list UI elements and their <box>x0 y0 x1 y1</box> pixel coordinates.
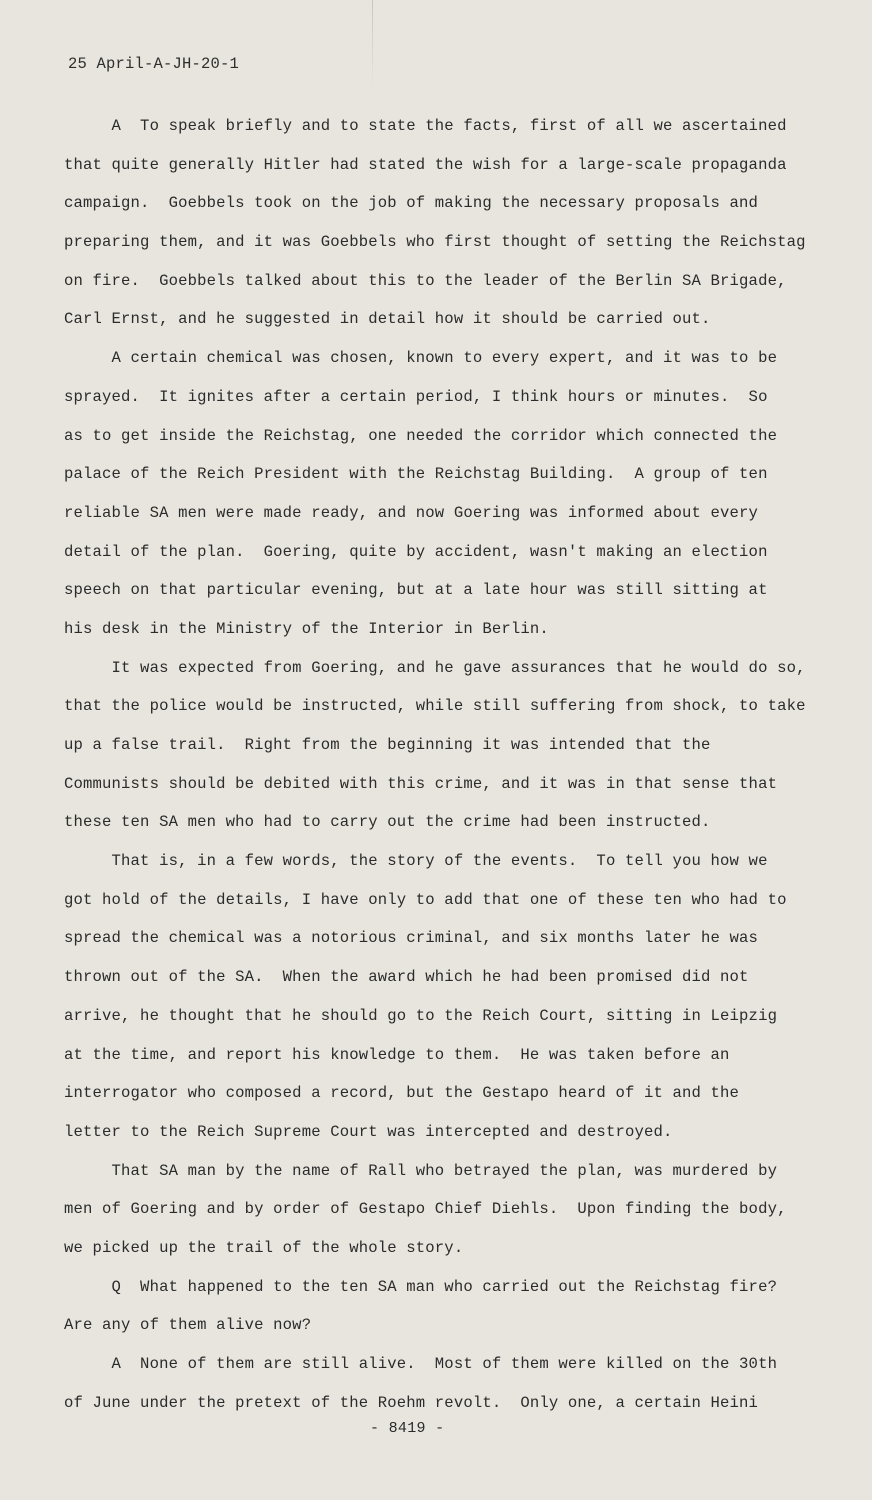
text-line: on fire. Goebbels talked about this to the leader of the Berlin SA Brigade, <box>64 271 787 290</box>
text-line: of June under the pretext of the Roehm revolt. Only one, a certain Heini <box>64 1393 759 1412</box>
text-line: interrogator who composed a record, but the Gestapo heard of it and the <box>64 1084 740 1103</box>
document-header: 25 April-A-JH-20-1 <box>68 55 240 73</box>
text-line: campaign. Goebbels took on the job of making the necessary proposals and <box>64 194 759 213</box>
text-line: up a false trail. Right from the beginning it was intended that the <box>64 736 711 754</box>
text-line: A To speak briefly and to state the facts, first of all we ascertained <box>64 117 787 135</box>
text-line: A certain chemical was chosen, known to every expert, and it was to be <box>64 349 778 368</box>
text-line: That SA man by the name of Rall who betrayed the plan, was murdered by <box>64 1161 778 1180</box>
text-line: spread the chemical was a notorious criminal, and six months later he was <box>64 929 759 948</box>
text-line: men of Goering and by order of Gestapo Chief Diehls. Upon finding the body, <box>64 1200 787 1219</box>
text-line: arrive, he thought that he should go to the Reich Court, sitting in Leipzig <box>64 1006 778 1025</box>
text-line: detail of the plan. Goering, quite by accident, wasn't making an election <box>64 542 768 561</box>
text-line: Are any of them alive now? <box>64 1316 312 1335</box>
text-line: That is, in a few words, the story of the events. To tell you how we <box>64 852 768 871</box>
text-line: Q What happened to the ten SA man who carried out the Reichstag fire? <box>64 1277 778 1296</box>
text-line: his desk in the Ministry of the Interior in Berlin. <box>64 619 549 638</box>
text-line: as to get inside the Reichstag, one needed the corridor which connected the <box>64 426 778 445</box>
text-line: at the time, and report his knowledge to them. He was taken before an <box>64 1045 730 1064</box>
text-line: letter to the Reich Supreme Court was intercepted and destroyed. <box>64 1122 673 1141</box>
text-line: that quite generally Hitler had stated the wish for a large-scale propaganda <box>64 155 787 174</box>
text-line: Communists should be debited with this crime, and it was in that sense that <box>64 774 778 793</box>
document-body <box>64 107 824 1422</box>
text-line: A None of them are still alive. Most of them were killed on the 30th <box>64 1355 778 1373</box>
text-line: reliable SA men were made ready, and now Goering was informed about every <box>64 503 759 522</box>
page-number: - 8419 - <box>370 1420 445 1437</box>
text-line: sprayed. It ignites after a certain period, I think hours or minutes. So <box>64 387 768 406</box>
text-line: It was expected from Goering, and he gave assurances that he would do so, <box>64 658 806 677</box>
text-line: speech on that particular evening, but at a late hour was still sitting at <box>64 581 768 600</box>
text-line: these ten SA men who had to carry out the crime had been instructed. <box>64 813 711 832</box>
text-line: preparing them, and it was Goebbels who first thought of setting the Reichstag <box>64 233 806 252</box>
text-line: thrown out of the SA. When the award which he had been promised did not <box>64 968 749 987</box>
text-line: that the police would be instructed, while still suffering from shock, to take <box>64 697 806 716</box>
text-line: got hold of the details, I have only to add that one of these ten who had to <box>64 890 787 909</box>
text-line: we picked up the trail of the whole story. <box>64 1238 464 1257</box>
text-line: Carl Ernst, and he suggested in detail how it should be carried out. <box>64 310 711 329</box>
text-line: palace of the Reich President with the Reichstag Building. A group of ten <box>64 465 768 484</box>
